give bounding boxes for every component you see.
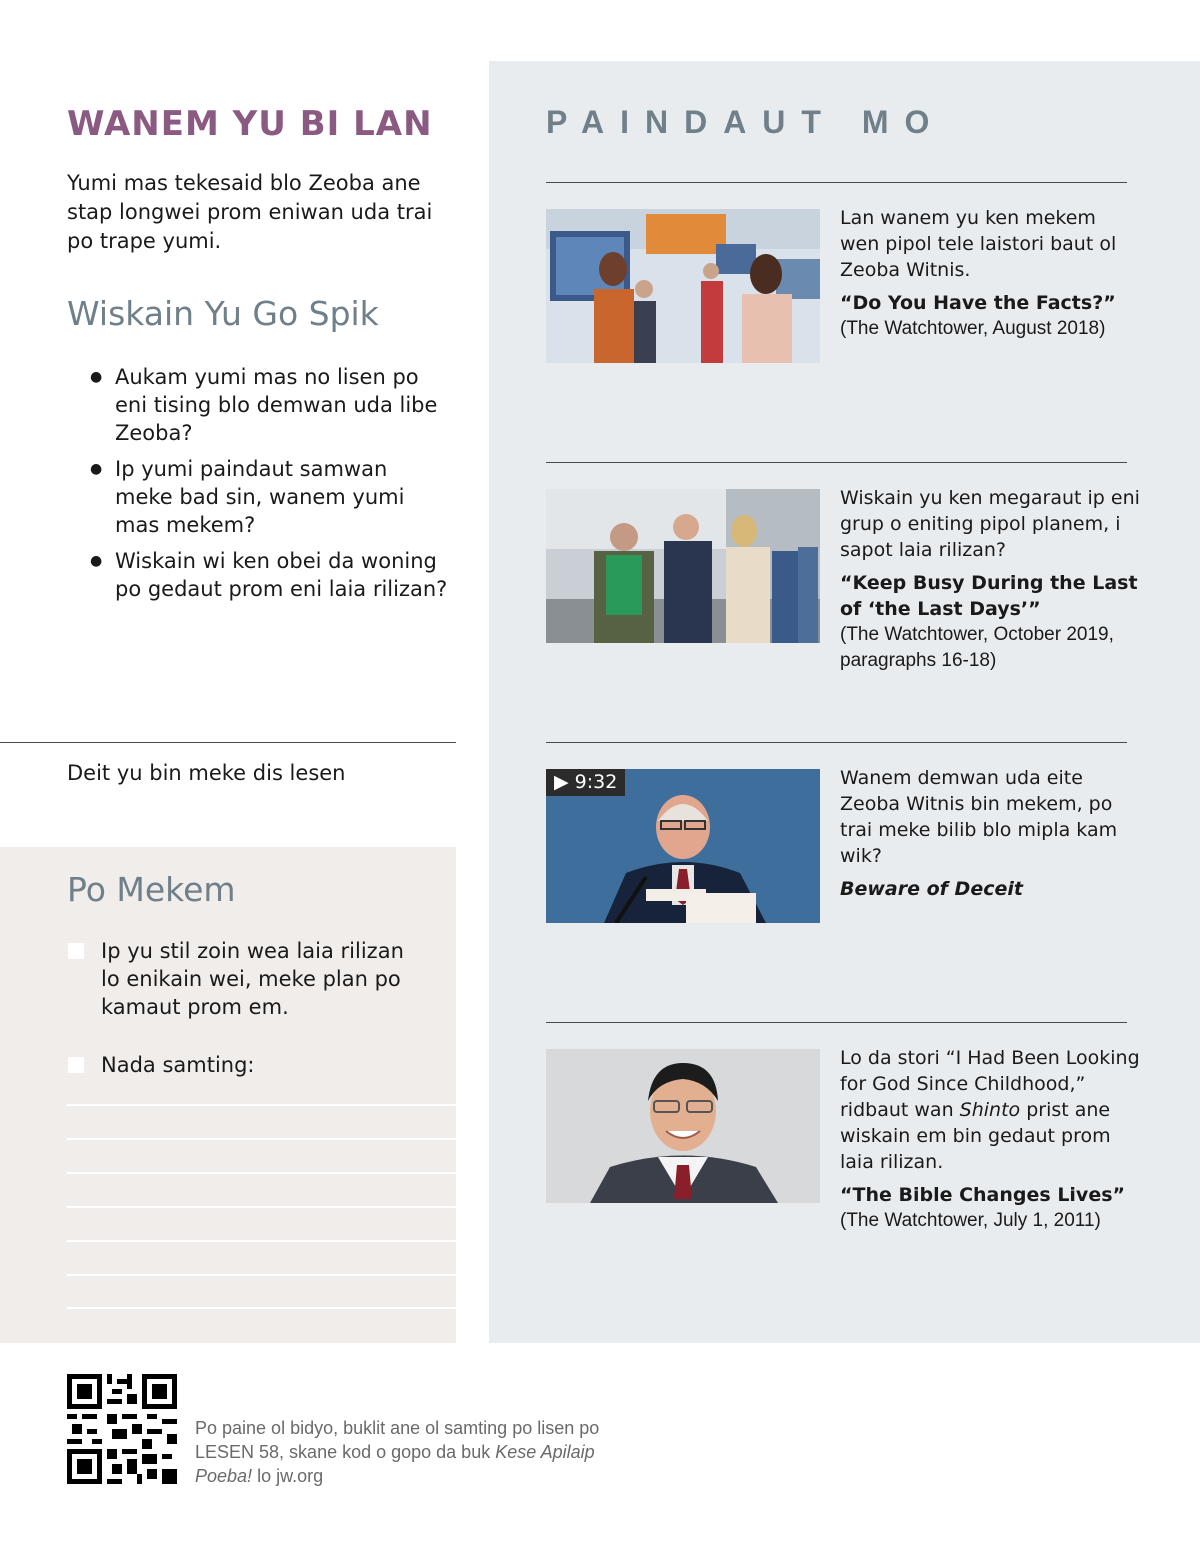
further-reading-item: [840, 205, 1140, 342]
item-description: Wiskain yu ken megaraut ip eni grup o eniting pipol planem, i sapot laia rilizan?: [840, 487, 1140, 561]
article-source: (The Watchtower, October 2019, paragraphs 16-18): [840, 624, 1114, 671]
further-reading-item: [840, 1045, 1140, 1234]
divider: [546, 462, 1127, 463]
write-in-line[interactable]: [67, 1104, 456, 1106]
article-link[interactable]: “Do You Have the Facts?”: [840, 292, 1116, 314]
summary-heading: WANEM YU BI LAN: [67, 104, 433, 144]
todo-item: Nada samting:: [101, 1053, 255, 1077]
checkbox[interactable]: [68, 943, 84, 959]
checkbox[interactable]: [68, 1057, 84, 1073]
divider: [546, 742, 1127, 743]
article-source: (The Watchtower, August 2018): [840, 318, 1106, 339]
todo-box: [0, 847, 456, 1343]
write-in-line[interactable]: [67, 1240, 456, 1242]
todo-item: Ip yu stil zoin wea laia rilizan lo enikain wei, meke plan po kamaut prom em.: [101, 939, 404, 1019]
article-link[interactable]: “The Bible Changes Lives”: [840, 1184, 1125, 1206]
article-source: (The Watchtower, July 1, 2011): [840, 1210, 1101, 1231]
further-reading-item: [840, 765, 1140, 902]
question-item: ● Aukam yumi mas no lisen po eni tising blo demwan uda libe Zeoba?: [90, 363, 450, 447]
further-reading-heading: PAINDAUT MO: [546, 104, 946, 140]
divider: [546, 182, 1127, 183]
item-description: Wanem demwan uda eite Zeoba Witnis bin mekem, po trai meke bilib blo mipla kam wik?: [840, 767, 1118, 867]
further-reading-item: [840, 485, 1140, 674]
article-thumbnail-keep-busy[interactable]: [546, 489, 820, 643]
write-in-line[interactable]: [67, 1138, 456, 1140]
discussion-heading: Wiskain Yu Go Spik: [67, 294, 379, 333]
item-description: Lo da stori “I Had Been Looking for God Since Childhood,” ridbaut wan Shinto prist ane wiskain em bin gedaut prom laia rilizan.: [840, 1047, 1140, 1173]
discussion-questions: [90, 363, 450, 611]
qr-code[interactable]: [67, 1374, 177, 1484]
question-item: ● Wiskain wi ken obei da woning po gedaut prom eni laia rilizan?: [90, 547, 450, 603]
write-in-line[interactable]: [67, 1274, 456, 1276]
write-in-line[interactable]: [67, 1206, 456, 1208]
video-duration-badge: ▶ 9:32: [546, 769, 625, 796]
date-completed-label: Deit yu bin meke dis lesen: [67, 761, 346, 785]
footer-note: Po paine ol bidyo, buklit ane ol samting po lisen po LESEN 58, skane kod o gopo da buk Kese Apilaip Poeba! lo jw.org: [195, 1418, 600, 1486]
article-link[interactable]: “Keep Busy During the Last of ‘the Last Days’”: [840, 572, 1138, 620]
divider: [546, 1022, 1127, 1023]
summary-text: Yumi mas tekesaid blo Zeoba ane stap longwei prom eniwan uda trai po trape yumi.: [67, 171, 433, 253]
article-thumbnail-facts[interactable]: [546, 209, 820, 363]
video-link[interactable]: Beware of Deceit: [840, 878, 1023, 900]
write-in-line[interactable]: [67, 1172, 456, 1174]
divider: [0, 742, 456, 743]
todo-heading: Po Mekem: [67, 870, 236, 909]
question-item: ● Ip yumi paindaut samwan meke bad sin, wanem yumi mas mekem?: [90, 455, 450, 539]
video-thumbnail-beware-of-deceit[interactable]: [546, 769, 820, 923]
article-thumbnail-bible-changes-lives[interactable]: [546, 1049, 820, 1203]
write-in-line[interactable]: [67, 1307, 456, 1309]
item-description: Lan wanem yu ken mekem wen pipol tele laistori baut ol Zeoba Witnis.: [840, 207, 1117, 281]
